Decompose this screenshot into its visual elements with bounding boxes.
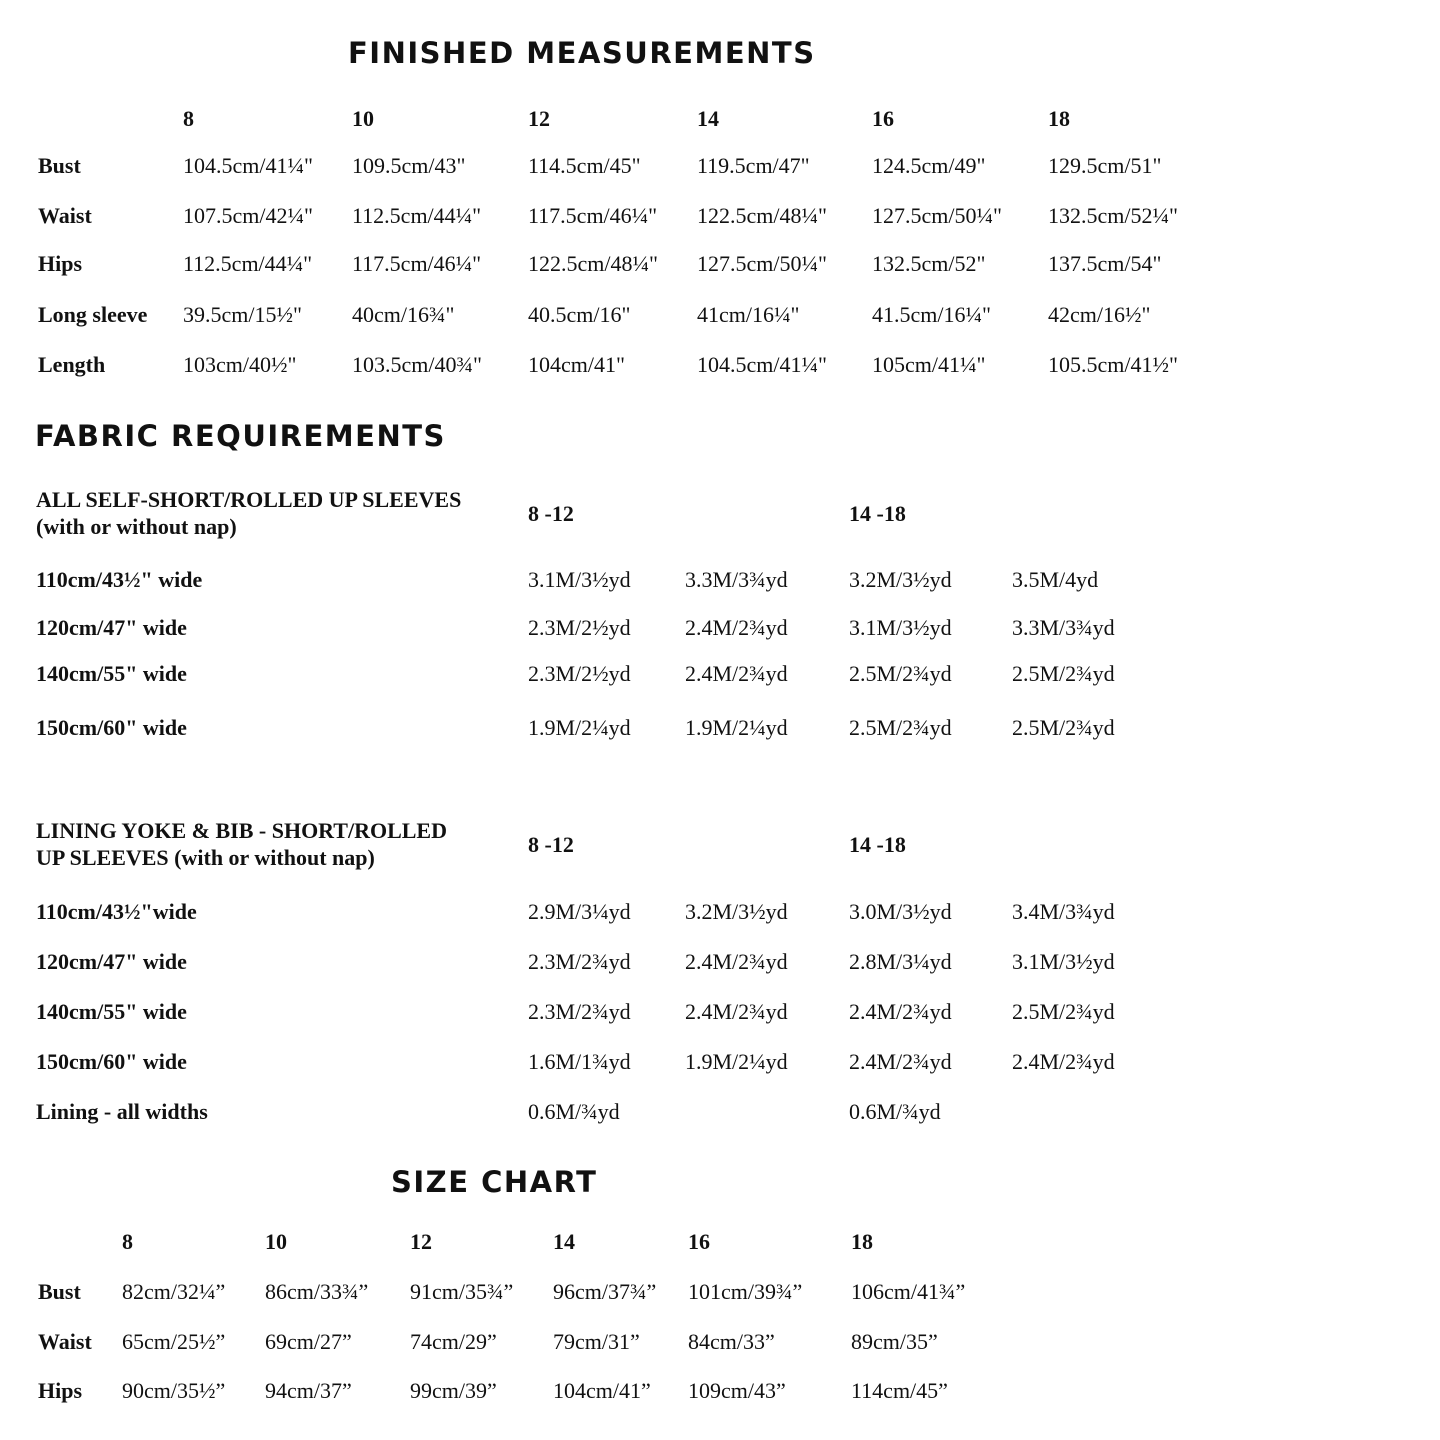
table-cell: 129.5cm/51" — [1048, 153, 1162, 178]
table-cell: 39.5cm/15½" — [183, 302, 302, 327]
size-range: 8 -12 — [528, 501, 574, 526]
row-label: Hips — [38, 1378, 83, 1403]
table-cell: 137.5cm/54" — [1048, 251, 1162, 276]
size-label: 10 — [352, 106, 374, 131]
table-cell: 3.1M/3½yd — [1012, 949, 1115, 974]
table-cell: 101cm/39¾” — [688, 1279, 803, 1304]
table-cell: 82cm/32¼” — [122, 1279, 226, 1304]
table-cell: 127.5cm/50¼" — [697, 251, 827, 276]
table-cell: 107.5cm/42¼" — [183, 203, 313, 228]
table-cell: 84cm/33” — [688, 1329, 775, 1354]
table-cell: 2.4M/2¾yd — [685, 661, 788, 686]
table-cell: 122.5cm/48¼" — [528, 251, 658, 276]
table-cell: 132.5cm/52¼" — [1048, 203, 1178, 228]
size-label: 18 — [1048, 106, 1070, 131]
table-cell: 2.4M/2¾yd — [1012, 1049, 1115, 1074]
row-label: Length — [38, 352, 106, 377]
group-title: ALL SELF-SHORT/ROLLED UP SLEEVES — [36, 487, 462, 512]
table-cell: 2.4M/2¾yd — [685, 949, 788, 974]
table-cell: 3.4M/3¾yd — [1012, 899, 1115, 924]
size-label: 18 — [851, 1229, 873, 1254]
table-cell: 3.3M/3¾yd — [1012, 615, 1115, 640]
row-label: Hips — [38, 251, 83, 276]
table-cell: 3.2M/3½yd — [685, 899, 788, 924]
row-label: Bust — [38, 153, 81, 178]
fabric-requirements-title: FABRIC REQUIREMENTS — [35, 419, 446, 453]
table-cell: 2.5M/2¾yd — [1012, 715, 1115, 740]
table-cell: 0.6M/¾yd — [528, 1099, 620, 1124]
table-cell: 0.6M/¾yd — [849, 1099, 941, 1124]
table-cell: 1.9M/2¼yd — [685, 715, 788, 740]
size-label: 14 — [553, 1229, 575, 1254]
table-cell: 103.5cm/40¾" — [352, 352, 482, 377]
table-cell: 91cm/35¾” — [410, 1279, 514, 1304]
table-cell: 104.5cm/41¼" — [697, 352, 827, 377]
table-cell: 2.4M/2¾yd — [849, 1049, 952, 1074]
table-cell: 3.5M/4yd — [1012, 567, 1099, 592]
table-cell: 132.5cm/52" — [872, 251, 986, 276]
size-range: 14 -18 — [849, 501, 906, 526]
table-cell: 2.4M/2¾yd — [849, 999, 952, 1024]
group-subtitle: UP SLEEVES (with or without nap) — [36, 845, 375, 870]
table-cell: 2.8M/3¼yd — [849, 949, 952, 974]
table-cell: 104cm/41" — [528, 352, 625, 377]
row-label: Waist — [38, 203, 92, 228]
size-label: 10 — [265, 1229, 287, 1254]
size-chart-title: SIZE CHART — [391, 1165, 598, 1199]
group-title: LINING YOKE & BIB - SHORT/ROLLED — [36, 818, 447, 843]
table-cell: 117.5cm/46¼" — [528, 203, 658, 228]
row-label: 120cm/47" wide — [36, 949, 187, 974]
table-cell: 41.5cm/16¼" — [872, 302, 991, 327]
table-cell: 104cm/41” — [553, 1378, 651, 1403]
table-cell: 3.1M/3½yd — [849, 615, 952, 640]
size-label: 8 — [183, 106, 194, 131]
size-label: 16 — [872, 106, 894, 131]
table-cell: 109.5cm/43" — [352, 153, 466, 178]
table-cell: 1.6M/1¾yd — [528, 1049, 631, 1074]
table-cell: 2.9M/3¼yd — [528, 899, 631, 924]
table-cell: 99cm/39” — [410, 1378, 497, 1403]
table-cell: 114cm/45” — [851, 1378, 948, 1403]
row-label: 150cm/60" wide — [36, 1049, 187, 1074]
size-label: 12 — [410, 1229, 432, 1254]
table-cell: 2.5M/2¾yd — [849, 661, 952, 686]
table-cell: 114.5cm/45" — [528, 153, 641, 178]
row-label: 140cm/55" wide — [36, 661, 187, 686]
table-cell: 112.5cm/44¼" — [352, 203, 482, 228]
table-cell: 86cm/33¾” — [265, 1279, 369, 1304]
table-cell: 69cm/27” — [265, 1329, 352, 1354]
table-cell: 117.5cm/46¼" — [352, 251, 482, 276]
table-cell: 42cm/16½" — [1048, 302, 1151, 327]
table-cell: 89cm/35” — [851, 1329, 938, 1354]
table-cell: 40cm/16¾" — [352, 302, 455, 327]
table-cell: 2.3M/2¾yd — [528, 999, 631, 1024]
table-cell: 122.5cm/48¼" — [697, 203, 827, 228]
table-cell: 65cm/25½” — [122, 1329, 226, 1354]
table-cell: 124.5cm/49" — [872, 153, 986, 178]
table-cell: 3.2M/3½yd — [849, 567, 952, 592]
row-label: 110cm/43½" wide — [36, 567, 203, 592]
table-cell: 40.5cm/16" — [528, 302, 631, 327]
row-label: 150cm/60" wide — [36, 715, 187, 740]
table-cell: 41cm/16¼" — [697, 302, 800, 327]
table-cell: 94cm/37” — [265, 1378, 352, 1403]
table-cell: 3.0M/3½yd — [849, 899, 952, 924]
group-subtitle: (with or without nap) — [36, 514, 237, 539]
table-cell: 3.3M/3¾yd — [685, 567, 788, 592]
table-cell: 2.4M/2¾yd — [685, 615, 788, 640]
table-cell: 2.5M/2¾yd — [1012, 999, 1115, 1024]
table-cell: 2.4M/2¾yd — [685, 999, 788, 1024]
finished-measurements-title: FINISHED MEASUREMENTS — [348, 36, 816, 70]
row-label: Bust — [38, 1279, 81, 1304]
table-cell: 96cm/37¾” — [553, 1279, 657, 1304]
size-label: 8 — [122, 1229, 133, 1254]
row-label: 120cm/47" wide — [36, 615, 187, 640]
table-cell: 2.5M/2¾yd — [1012, 661, 1115, 686]
row-label: 140cm/55" wide — [36, 999, 187, 1024]
row-label: Waist — [38, 1329, 92, 1354]
table-cell: 2.5M/2¾yd — [849, 715, 952, 740]
table-cell: 90cm/35½” — [122, 1378, 226, 1403]
table-cell: 2.3M/2½yd — [528, 615, 631, 640]
table-cell: 105.5cm/41½" — [1048, 352, 1178, 377]
table-cell: 105cm/41¼" — [872, 352, 986, 377]
row-label: Long sleeve — [38, 302, 148, 327]
table-cell: 2.3M/2½yd — [528, 661, 631, 686]
size-label: 16 — [688, 1229, 710, 1254]
table-cell: 112.5cm/44¼" — [183, 251, 313, 276]
table-cell: 3.1M/3½yd — [528, 567, 631, 592]
table-cell: 106cm/41¾” — [851, 1279, 966, 1304]
size-label: 14 — [697, 106, 719, 131]
row-label: 110cm/43½"wide — [36, 899, 197, 924]
table-cell: 104.5cm/41¼" — [183, 153, 313, 178]
table-cell: 127.5cm/50¼" — [872, 203, 1002, 228]
table-cell: 74cm/29” — [410, 1329, 497, 1354]
size-range: 14 -18 — [849, 832, 906, 857]
row-label: Lining - all widths — [36, 1099, 208, 1124]
table-cell: 2.3M/2¾yd — [528, 949, 631, 974]
table-cell: 119.5cm/47" — [697, 153, 810, 178]
table-cell: 1.9M/2¼yd — [528, 715, 631, 740]
table-cell: 103cm/40½" — [183, 352, 297, 377]
table-cell: 79cm/31” — [553, 1329, 640, 1354]
size-label: 12 — [528, 106, 550, 131]
table-cell: 109cm/43” — [688, 1378, 786, 1403]
table-cell: 1.9M/2¼yd — [685, 1049, 788, 1074]
size-range: 8 -12 — [528, 832, 574, 857]
